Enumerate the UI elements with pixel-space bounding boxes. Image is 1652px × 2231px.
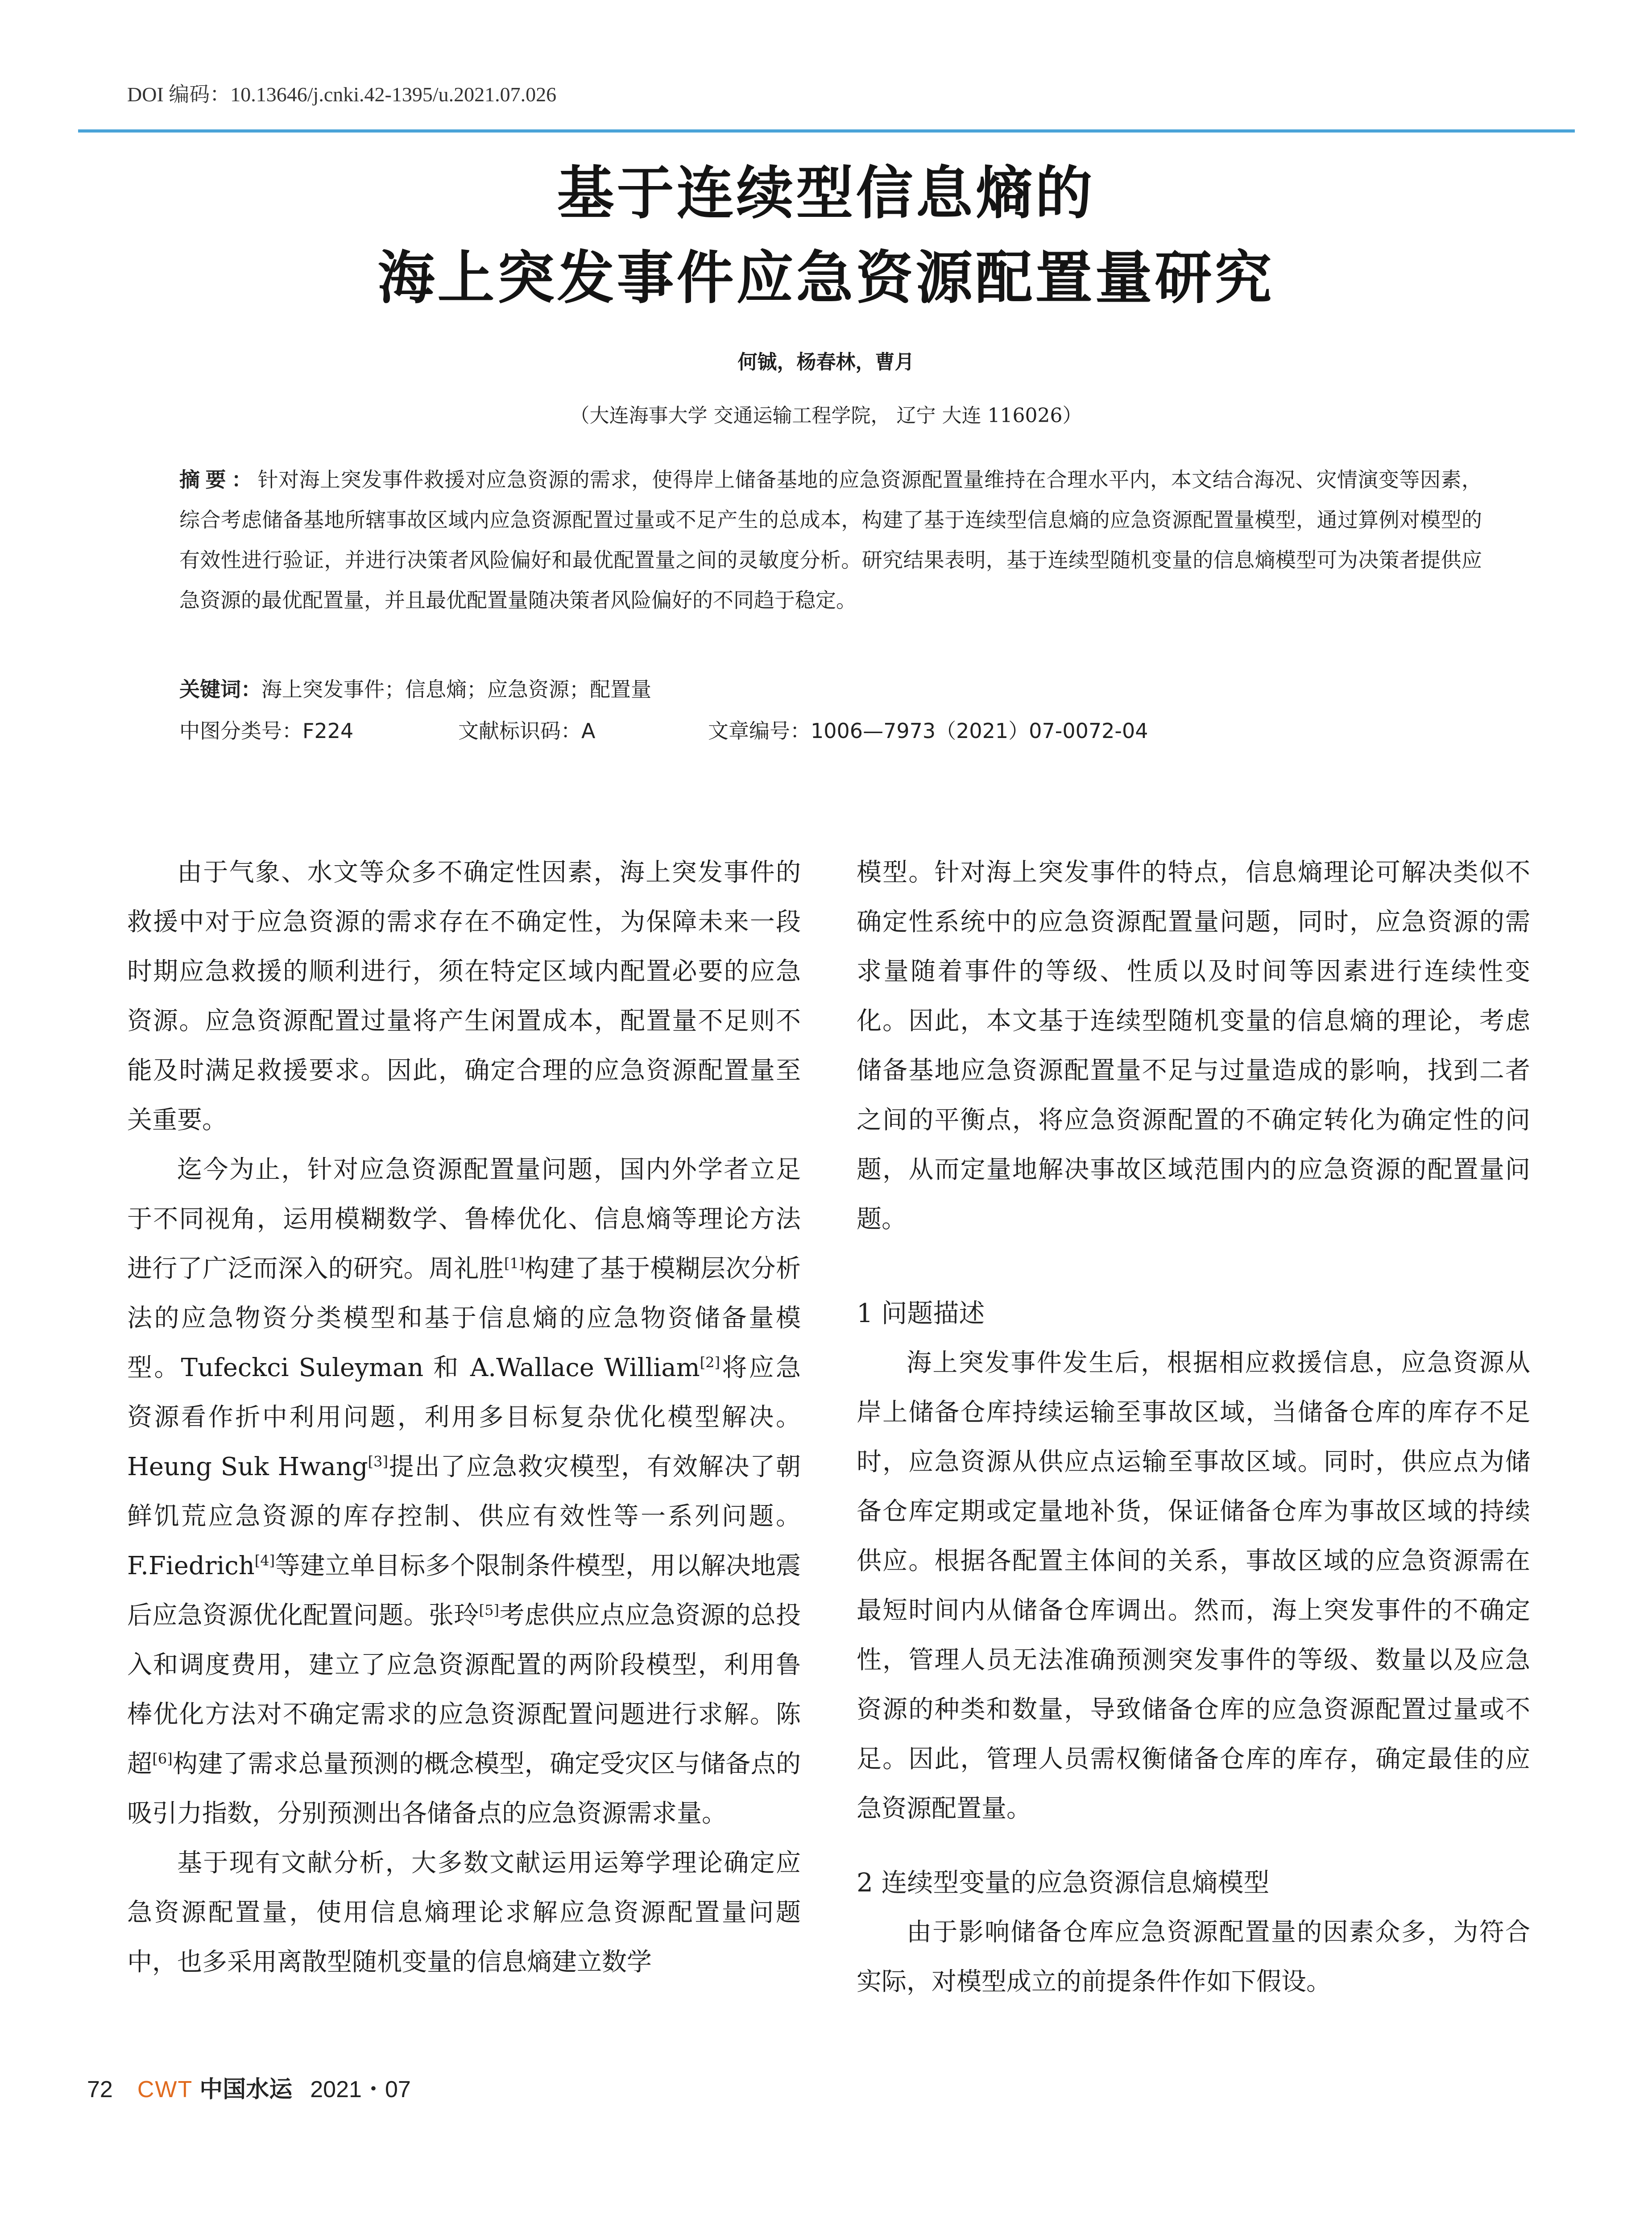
journal-logo: CWT: [137, 2077, 193, 2102]
paragraph-text: 构建了基于模糊层次分析法的应急物资分类模型和基于信息熵的应急物资储备量模型。Tufeckci Suleyman 和 A.Wallace William: [127, 1254, 801, 1382]
author-list: 何铖，杨春林，曹月: [737, 351, 915, 373]
abstract-text: 针对海上突发事件救援对应急资源的需求，使得岸上储备基地的应急资源配置量维持在合理水平内，本文结合海况、灾情演变等因素，综合考虑储备基地所辖事故区域内应急资源配置过量或不足产生的总成本，构建了基于连续型信息熵的应急资源配置量模型，通过算例对模型的有效性进行验证，并进行决策者风险偏好和最优配置量之间的灵敏度分析。研究结果表明，基于连续型随机变量的信息熵模型可为决策者提供应急资源的最优配置量，并且最优配置量随决策者风险偏好的不同趋于稳定。: [179, 468, 1482, 612]
paragraph-text: 将应急资源看作折中利用问题，利用多目标复杂优化模型解决。Heung Suk Hwang: [127, 1353, 801, 1481]
citation-ref-3: [3]: [368, 1453, 388, 1470]
page-footer: [87, 2070, 411, 2104]
paragraph-text: 迄今为止，针对应急资源配置量问题，国内外学者立足于不同视角，运用模糊数学、鲁棒优化、信息熵等理论方法进行了广泛而深入的研究。周礼胜: [127, 1155, 801, 1283]
right-paragraph-2: 海上突发事件发生后，根据相应救援信息，应急资源从岸上储备仓库持续运输至事故区域，当储备仓库的库存不足时，应急资源从供应点运输至事故区域。同时，供应点为储备仓库定期或定量地补货，保证储备仓库为事故区域的持续供应。根据各配置主体间的关系，事故区域的应急资源需在最短时间内从储备仓库调出。然而，海上突发事件的不确定性，管理人员无法准确预测突发事件的等级、数量以及应急资源的种类和数量，导致储备仓库的应急资源配置过量或不足。因此，管理人员需权衡储备仓库的库存，确定最佳的应急资源配置量。: [857, 1348, 1530, 1823]
right-paragraph-1: 模型。针对海上突发事件的特点，信息熵理论可解决类似不确定性系统中的应急资源配置量问题，同时，应急资源的需求量随着事件的等级、性质以及时间等因素进行连续性变化。因此，本文基于连续型随机变量的信息熵的理论，考虑储备基地应急资源配置量不足与过量造成的影响，找到二者之间的平衡点，将应急资源配置的不确定转化为确定性的问题，从而定量地解决事故区域范围内的应急资源的配置量问题。: [857, 858, 1530, 1234]
left-column: [127, 848, 801, 1987]
paragraph-text: 等建立单目标多个限制条件模型，用以解决地震后应急资源优化配置问题。张玲: [127, 1551, 801, 1630]
article-title-line-2: 海上突发事件应急资源配置量研究: [377, 245, 1275, 311]
keywords-block: [179, 672, 1482, 707]
section-spacer: [857, 1833, 1530, 1858]
left-paragraph-2: [127, 1145, 801, 1838]
classification-row: [179, 713, 1482, 749]
right-column: [857, 848, 1530, 2007]
left-paragraph-3: 基于现有文献分析，大多数文献运用运筹学理论确定应急资源配置量，使用信息熵理论求解应急资源配置量问题中，也多采用离散型随机变量的信息熵建立数学: [127, 1849, 801, 1977]
paragraph-text: 提出了应急救灾模型，有效解决了朝鲜饥荒应急资源的库存控制、供应有效性等一系列问题。F.Fiedrich: [127, 1452, 801, 1580]
abstract-label: 摘要：: [179, 468, 258, 492]
section-heading-1: 1 问题描述: [857, 1298, 985, 1328]
abstract-block: [179, 460, 1482, 620]
page-number: 72: [87, 2077, 113, 2102]
journal-issue: 2021・07: [310, 2077, 411, 2102]
affiliation: （大连海事大学 交通运输工程学院， 辽宁 大连 116026）: [570, 404, 1082, 427]
article-number: 文章编号：1006—7973（2021）07-0072-04: [708, 719, 1148, 743]
header-rule: [78, 129, 1575, 133]
citation-ref-5: [5]: [479, 1601, 499, 1619]
keywords-label: 关键词：: [179, 677, 261, 701]
citation-ref-4: [4]: [254, 1552, 275, 1569]
section-heading-2: 2 连续型变量的应急资源信息熵模型: [857, 1867, 1270, 1898]
doi-line: DOI 编码：10.13646/j.cnki.42-1395/u.2021.07.026: [127, 83, 557, 106]
clc-number: 中图分类号：F224: [179, 719, 354, 743]
paragraph-text: 构建了需求总量预测的概念模型，确定受灾区与储备点的吸引力指数，分别预测出各储备点的应急资源需求量。: [127, 1750, 801, 1828]
left-paragraph-1: 由于气象、水文等众多不确定性因素，海上突发事件的救援中对于应急资源的需求存在不确定性，为保障未来一段时期应急救援的顺利进行，须在特定区域内配置必要的应急资源。应急资源配置过量将产生闲置成本，配置量不足则不能及时满足救援要求。因此，确定合理的应急资源配置量至关重要。: [127, 858, 801, 1135]
document-code: 文献标识码：A: [458, 719, 596, 743]
right-paragraph-3: 由于影响储备仓库应急资源配置量的因素众多，为符合实际，对模型成立的前提条件作如下假设。: [857, 1918, 1530, 1996]
citation-ref-1: [1]: [504, 1255, 525, 1272]
citation-ref-2: [2]: [700, 1354, 720, 1371]
citation-ref-6: [6]: [152, 1750, 173, 1767]
journal-name: 中国水运: [199, 2076, 293, 2103]
section-spacer: [857, 1244, 1530, 1289]
keywords-text: 海上突发事件；信息熵；应急资源；配置量: [261, 677, 651, 701]
article-title-line-1: 基于连续型信息熵的: [557, 160, 1095, 227]
paragraph-text: 考虑供应点应急资源的总投入和调度费用，建立了应急资源配置的两阶段模型，利用鲁棒优化方法对不确定需求的应急资源配置问题进行求解。陈超: [127, 1601, 801, 1779]
